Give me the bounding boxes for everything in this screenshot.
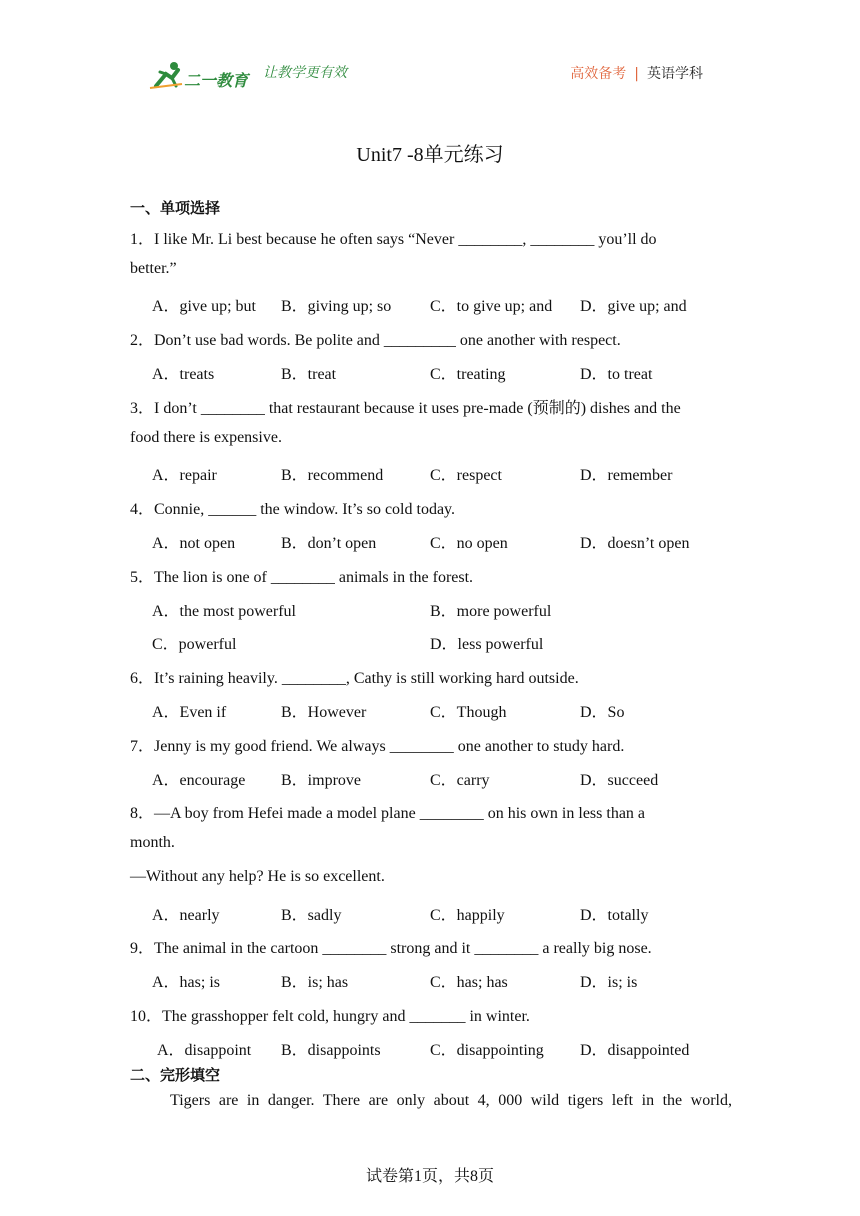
brand-name: 二一教育 (184, 71, 249, 90)
question-1-line-2: better.” (130, 260, 177, 277)
brand-logo (148, 60, 258, 92)
question-6-option-c[interactable]: C．Though (430, 704, 507, 721)
question-9-line-1: 9．The animal in the cartoon ________ strong and it ________ a really big nose. (130, 940, 652, 957)
question-7-line-1: 7．Jenny is my good friend. We always ________ one another to study hard. (130, 738, 625, 755)
question-8-option-b[interactable]: B．sadly (281, 907, 342, 924)
slogan: 让教学更有效 (263, 65, 347, 81)
question-10-line-1: 10．The grasshopper felt cold, hungry and _______ in winter. (130, 1008, 530, 1025)
question-3-option-a[interactable]: A．repair (152, 467, 217, 484)
question-4-option-a[interactable]: A．not open (152, 535, 236, 552)
question-4-option-c[interactable]: C．no open (430, 535, 508, 552)
question-5-option-d[interactable]: D．less powerful (430, 636, 544, 653)
question-5-line-1: 5．The lion is one of ________ animals in the forest. (130, 569, 474, 586)
question-5-option-c[interactable]: C．powerful (152, 636, 237, 653)
section-heading-single-choice: 一、单项选择 (130, 199, 221, 217)
question-8-line-1: 8．—A boy from Hefei made a model plane ________ on his own in less than a (130, 805, 646, 822)
page-footer: 试卷第1页，共8页 (365, 1168, 494, 1185)
question-6-option-a[interactable]: A．Even if (152, 704, 227, 721)
question-3-line-1: 3．I don’t ________ that restaurant because it uses pre-made (预制的) dishes and the (130, 400, 681, 417)
question-3-option-c[interactable]: C．respect (430, 467, 502, 484)
question-8-line-2: month. (130, 834, 175, 851)
question-8-option-a[interactable]: A．nearly (152, 907, 220, 924)
question-1-option-a[interactable]: A．give up; but (152, 298, 256, 315)
passage-first-line: Tigers are in danger. There are only about 4, 000 wild tigers left in the world, (170, 1092, 732, 1109)
question-1-line-1: 1．I like Mr. Li best because he often says “Never ________, ________ you’ll do (130, 231, 657, 248)
question-4-line-1: 4．Connie, ______ the window. It’s so cold today. (130, 501, 456, 518)
header-separator: | (634, 66, 639, 82)
question-2-option-c[interactable]: C．treating (430, 366, 506, 383)
section-heading-cloze: 二、完形填空 (130, 1066, 221, 1084)
question-4-option-b[interactable]: B．don’t open (281, 535, 377, 552)
question-6-option-b[interactable]: B．However (281, 704, 367, 721)
question-8-line-3: —Without any help? He is so excellent. (130, 868, 385, 885)
question-10-option-c[interactable]: C．disappointing (430, 1042, 544, 1059)
question-7-option-b[interactable]: B．improve (281, 772, 361, 789)
question-2-option-d[interactable]: D．to treat (580, 366, 653, 383)
question-10-option-d[interactable]: D．disappointed (580, 1042, 690, 1059)
question-9-option-c[interactable]: C．has; has (430, 974, 508, 991)
question-7-option-d[interactable]: D．succeed (580, 772, 659, 789)
question-3-option-b[interactable]: B．recommend (281, 467, 384, 484)
question-8-option-d[interactable]: D．totally (580, 907, 649, 924)
question-5-option-b[interactable]: B．more powerful (430, 603, 552, 620)
question-10-option-b[interactable]: B．disappoints (281, 1042, 381, 1059)
question-2-option-b[interactable]: B．treat (281, 366, 337, 383)
question-7-option-a[interactable]: A．encourage (152, 772, 246, 789)
question-7-option-c[interactable]: C．carry (430, 772, 490, 789)
question-1-option-d[interactable]: D．give up; and (580, 298, 687, 315)
question-9-option-a[interactable]: A．has; is (152, 974, 221, 991)
prep-label: 高效备考 (570, 66, 627, 82)
question-9-option-d[interactable]: D．is; is (580, 974, 638, 991)
question-3-line-2: food there is expensive. (130, 429, 282, 446)
question-3-option-d[interactable]: D．remember (580, 467, 673, 484)
question-1-option-c[interactable]: C．to give up; and (430, 298, 553, 315)
question-1-option-b[interactable]: B．giving up; so (281, 298, 392, 315)
question-5-option-a[interactable]: A．the most powerful (152, 603, 296, 620)
question-9-option-b[interactable]: B．is; has (281, 974, 349, 991)
subject-label: 英语学科 (647, 66, 703, 82)
question-10-option-a[interactable]: A．disappoint (157, 1042, 252, 1059)
question-2-option-a[interactable]: A．treats (152, 366, 215, 383)
question-2-line-1: 2．Don’t use bad words. Be polite and _________ one another with respect. (130, 332, 621, 349)
question-6-option-d[interactable]: D．So (580, 704, 625, 721)
document-title: Unit7 -8单元练习 (356, 144, 504, 166)
question-6-line-1: 6．It’s raining heavily. ________, Cathy is still working hard outside. (130, 670, 579, 687)
question-4-option-d[interactable]: D．doesn’t open (580, 535, 690, 552)
question-8-option-c[interactable]: C．happily (430, 907, 505, 924)
header-right (570, 63, 703, 83)
